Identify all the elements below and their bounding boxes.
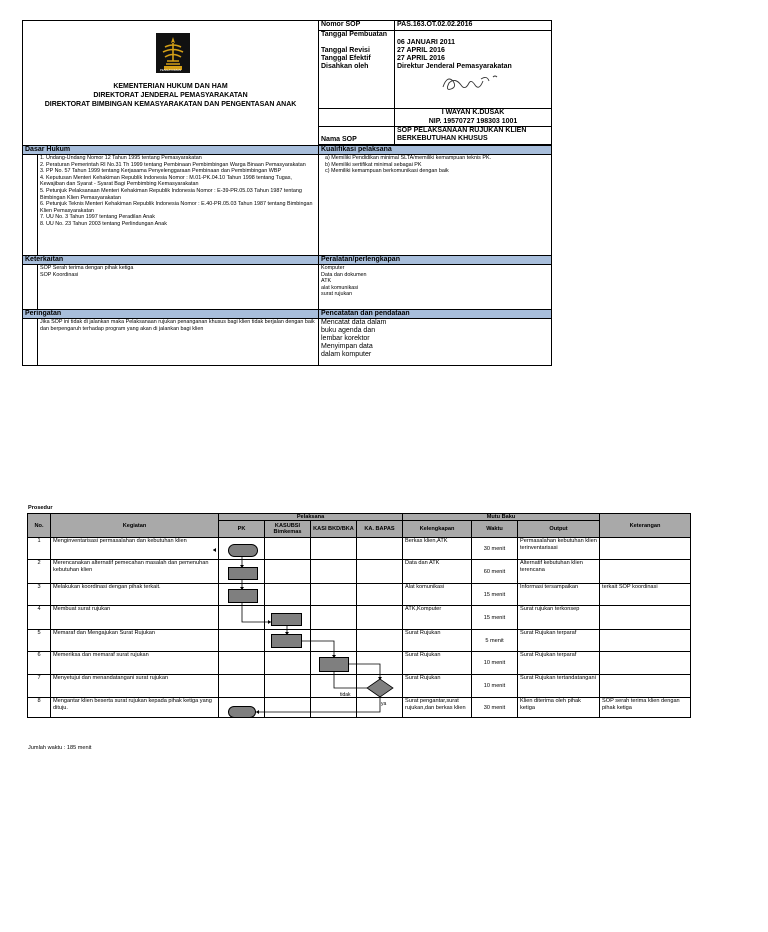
tanggal-efektif-value: 27 APRIL 2016 <box>397 55 445 63</box>
pencatatan-title: Pencatatan dan pendataan <box>319 310 552 319</box>
nama-sop-label: Nama SOP <box>319 127 395 145</box>
col-kelengkapan: Kelengkapan <box>403 521 472 538</box>
flow-label-tidak: tidak <box>340 692 351 698</box>
total-time: Jumlah waktu : 185 menit <box>28 745 92 751</box>
procedure-waktu: 30 menit <box>472 698 518 718</box>
keterkaitan-item: SOP Serah terima dengan pihak ketiga <box>40 265 134 271</box>
flow-step-3 <box>228 589 258 603</box>
flow-end-terminal <box>228 706 256 718</box>
nomor-sop-label: Nomor SOP <box>319 21 395 31</box>
procedure-output: Surat Rujukan tertandatangani <box>518 675 600 698</box>
pencatatan-item: lembar korektor <box>321 335 370 342</box>
procedure-kegiatan: Merencanakan alternatif pemecahan masalah dan pemenuhan kebutuhan klien <box>51 560 219 584</box>
dasar-hukum-item: 2. Peraturan Pemerintah RI No.31 Th 1999 tentang Pembinaan Pembimbingan Warga Binaan Pemasyarakatan <box>40 161 306 168</box>
flow-decision-diamond <box>366 678 394 698</box>
procedure-kelengkapan: Berkas klien,ATK <box>403 538 472 560</box>
kualifikasi-item: c) Memiliki kemampuan berkomunikasi dengan baik <box>325 168 449 175</box>
procedure-output: Surat Rujukan terparaf <box>518 652 600 675</box>
tanggal-revisi-label: Tanggal Revisi <box>321 47 370 55</box>
dasar-hukum-item: 1. Undang-Undang Nomor 12 Tahun 1995 tentang Pemasyarakatan <box>40 155 202 161</box>
tanggal-pembuatan-value: 06 JANUARI 2011 <box>397 39 455 46</box>
col-actor-pk: PK <box>219 521 265 538</box>
procedure-waktu: 15 menit <box>472 584 518 606</box>
nama-sop-value: SOP PELAKSANAAN RUJUKAN KLIEN BERKEBUTUHAN KHUSUS <box>395 127 552 145</box>
peringatan-text: Jika SOP ini tidak di jalankan maka Pelaksanaan rujukan penanganan khusus bagi klien tidak berjalan dengan baik dan berpengaruh terhadap program yang akan di jalankan bagi klien <box>37 319 318 365</box>
tanggal-revisi-value: 27 APRIL 2016 <box>397 47 445 55</box>
col-pelaksana: Pelaksana <box>219 514 403 521</box>
pencatatan-item: buku agenda dan <box>321 327 376 334</box>
procedure-no: 2 <box>28 560 51 584</box>
flow-step-5 <box>271 634 302 648</box>
procedure-kegiatan: Menyetujui dan menandatangani surat rujukan <box>51 675 219 698</box>
procedure-no: 8 <box>28 698 51 718</box>
peralatan-item: Komputer <box>321 265 345 271</box>
dasar-hukum-title: Dasar Hukum <box>23 146 319 155</box>
procedure-output: Surat rujukan terkonsep <box>518 606 600 630</box>
col-actor-kabapas: KA. BAPAS <box>357 521 403 538</box>
tanggal-pembuatan-label: Tanggal Pembuatan <box>321 31 387 38</box>
procedure-waktu: 10 menit <box>472 652 518 675</box>
procedure-waktu: 15 menit <box>472 606 518 630</box>
procedure-no: 4 <box>28 606 51 630</box>
procedure-kegiatan: Memaraf dan Mengajukan Surat Rujukan <box>51 630 219 652</box>
dasar-hukum-item: 7. UU No. 3 Tahun 1997 tentang Peradilan Anak <box>40 214 155 221</box>
procedure-output: Permasalahan kebutuhan klien terinventarisasi <box>518 538 600 560</box>
disahkan-value: Direktur Jenderal Pemasyarakatan <box>397 63 512 71</box>
procedure-waktu: 30 menit <box>472 538 518 560</box>
logo-text: PENGAYOMAN <box>159 68 182 72</box>
flow-step-4 <box>271 613 302 626</box>
col-kegiatan: Kegiatan <box>51 514 219 538</box>
peringatan-title: Peringatan <box>23 310 319 319</box>
col-actor-kasi: KASI BKD/BKA <box>311 521 357 538</box>
procedure-waktu: 5 menit <box>472 630 518 652</box>
keterkaitan-title: Keterkaitan <box>23 256 319 265</box>
directorate-general-name: DIREKTORAT JENDERAL PEMASYARAKATAN <box>93 92 248 99</box>
nomor-sop-value: PAS.163.OT.02.02.2016 <box>395 21 552 31</box>
procedure-output: Klien diterima oleh pihak ketiga <box>518 698 600 718</box>
kualifikasi-item: a) Memiliki Pendidikan minimal SLTA/memiliki kemampuan teknis PK. <box>325 155 492 161</box>
procedure-output: Alternatif kebutuhan klien terencana <box>518 560 600 584</box>
procedure-kegiatan: Menginventarisasi permasalahan dan kebutuhan klien <box>51 538 219 560</box>
procedure-kegiatan: Memeriksa dan memaraf surat rujukan <box>51 652 219 675</box>
ministry-name: KEMENTERIAN HUKUM DAN HAM <box>113 83 228 90</box>
signer-name: I WAYAN K.DUSAK <box>441 109 505 116</box>
col-mutu-baku: Mutu Baku <box>403 514 600 521</box>
procedure-waktu: 60 menit <box>472 560 518 584</box>
disahkan-label: Disahkan oleh <box>321 63 369 71</box>
col-output: Output <box>518 521 600 538</box>
dasar-hukum-item: 5. Petunjuk Pelaksanaan Menteri Kehakiman Republik Indonesia Nomor : E-39-PR.05.03 Tahun 1987 tentang Bimbingan Klien Pemasyarakatan <box>40 187 302 201</box>
signer-nip: NIP. 19570727 198303 1001 <box>428 117 518 125</box>
procedure-kelengkapan: ATK,Komputer <box>403 606 472 630</box>
keterkaitan-item: SOP Koordinasi <box>40 271 79 278</box>
dasar-hukum-item: 4. Keputusan Menteri Kehakiman Republik Indonesia Nomor : M.01-PK.04.10 Tahun 1998 tentang Tugas, Kewajiban dan Syarat - Syarat Bagi Pembimbing Kemasyarakatan <box>40 174 292 188</box>
col-waktu: Waktu <box>472 521 518 538</box>
peralatan-item: Data dan dokumen <box>321 271 367 278</box>
procedure-no: 6 <box>28 652 51 675</box>
pencatatan-item: dalam komputer <box>321 351 372 358</box>
flow-start-terminal <box>228 544 258 557</box>
procedure-kelengkapan: Surat Rujukan <box>403 652 472 675</box>
procedure-keterangan: SOP serah terima klien dengan pihak ketiga <box>600 698 691 718</box>
procedure-kelengkapan: Surat Rujukan <box>403 630 472 652</box>
procedure-title: Prosedur <box>28 505 53 511</box>
flow-label-ya: ya <box>381 701 387 707</box>
procedure-no: 3 <box>28 584 51 606</box>
procedure-kegiatan: Membuat surat rujukan <box>51 606 219 630</box>
procedure-kelengkapan: Surat Rujukan <box>403 675 472 698</box>
procedure-no: 7 <box>28 675 51 698</box>
flow-step-2 <box>228 567 258 580</box>
pencatatan-item: Mencatat data dalam <box>321 319 387 326</box>
procedure-kelengkapan: Data dan ATK <box>403 560 472 584</box>
procedure-output: Informasi tersampaikan <box>518 584 600 606</box>
pencatatan-item: Menyimpan data <box>321 343 373 350</box>
procedure-kegiatan: Mengantar klien beserta surat rujukan kepada pihak ketiga yang dituju. <box>51 698 219 718</box>
peralatan-item: ATK <box>321 278 332 285</box>
col-keterangan: Keterangan <box>600 514 691 538</box>
peralatan-item: surat rujukan <box>321 291 353 298</box>
flow-step-6 <box>319 657 349 672</box>
procedure-keterangan: terkait SOP koordinasi <box>600 584 691 606</box>
kualifikasi-title: Kualifikasi pelaksana <box>319 146 552 155</box>
procedure-kegiatan: Melakukan koordinasi dengan pihak terkait. <box>51 584 219 606</box>
tanggal-efektif-label: Tanggal Efektif <box>321 55 371 63</box>
procedure-kelengkapan: Surat pengantar,surat rujukan,dan berkas klien <box>403 698 472 718</box>
dasar-hukum-item: 6. Petunjuk Teknis Menteri Kehakiman Republik Indonesia Nomor : E.40-PR.05.03 Tahun 1987 tentang Bimbingan Klien Pemasyarakatan <box>40 201 313 214</box>
directorate-name: DIREKTORAT BIMBINGAN KEMASYARAKATAN DAN PENGENTASAN ANAK <box>44 101 297 108</box>
kualifikasi-item: b) Memiliki sertifikat minimal sebagai PK <box>325 161 422 168</box>
dasar-hukum-item: 8. UU No. 23 Tahun 2003 tentang Perlindungan Anak <box>40 220 167 227</box>
peralatan-item: alat komunikasi <box>321 284 359 291</box>
peralatan-title: Peralatan/perlengkapan <box>319 256 552 265</box>
procedure-kelengkapan: Alat komunikasi <box>403 584 472 606</box>
procedure-waktu: 10 menit <box>472 675 518 698</box>
col-actor-kasubsi: KASUBSI Bimkemas <box>265 521 311 538</box>
col-no: No. <box>28 514 51 538</box>
procedure-no: 5 <box>28 630 51 652</box>
dasar-hukum-item: 3. PP No. 57 Tahun 1999 tentang Kerjasama Penyelenggaraan Pembinaan dan Pembimbingan WBP <box>40 168 282 175</box>
procedure-no: 1 <box>28 538 51 560</box>
procedure-output: Surat Rujukan terparaf <box>518 630 600 652</box>
